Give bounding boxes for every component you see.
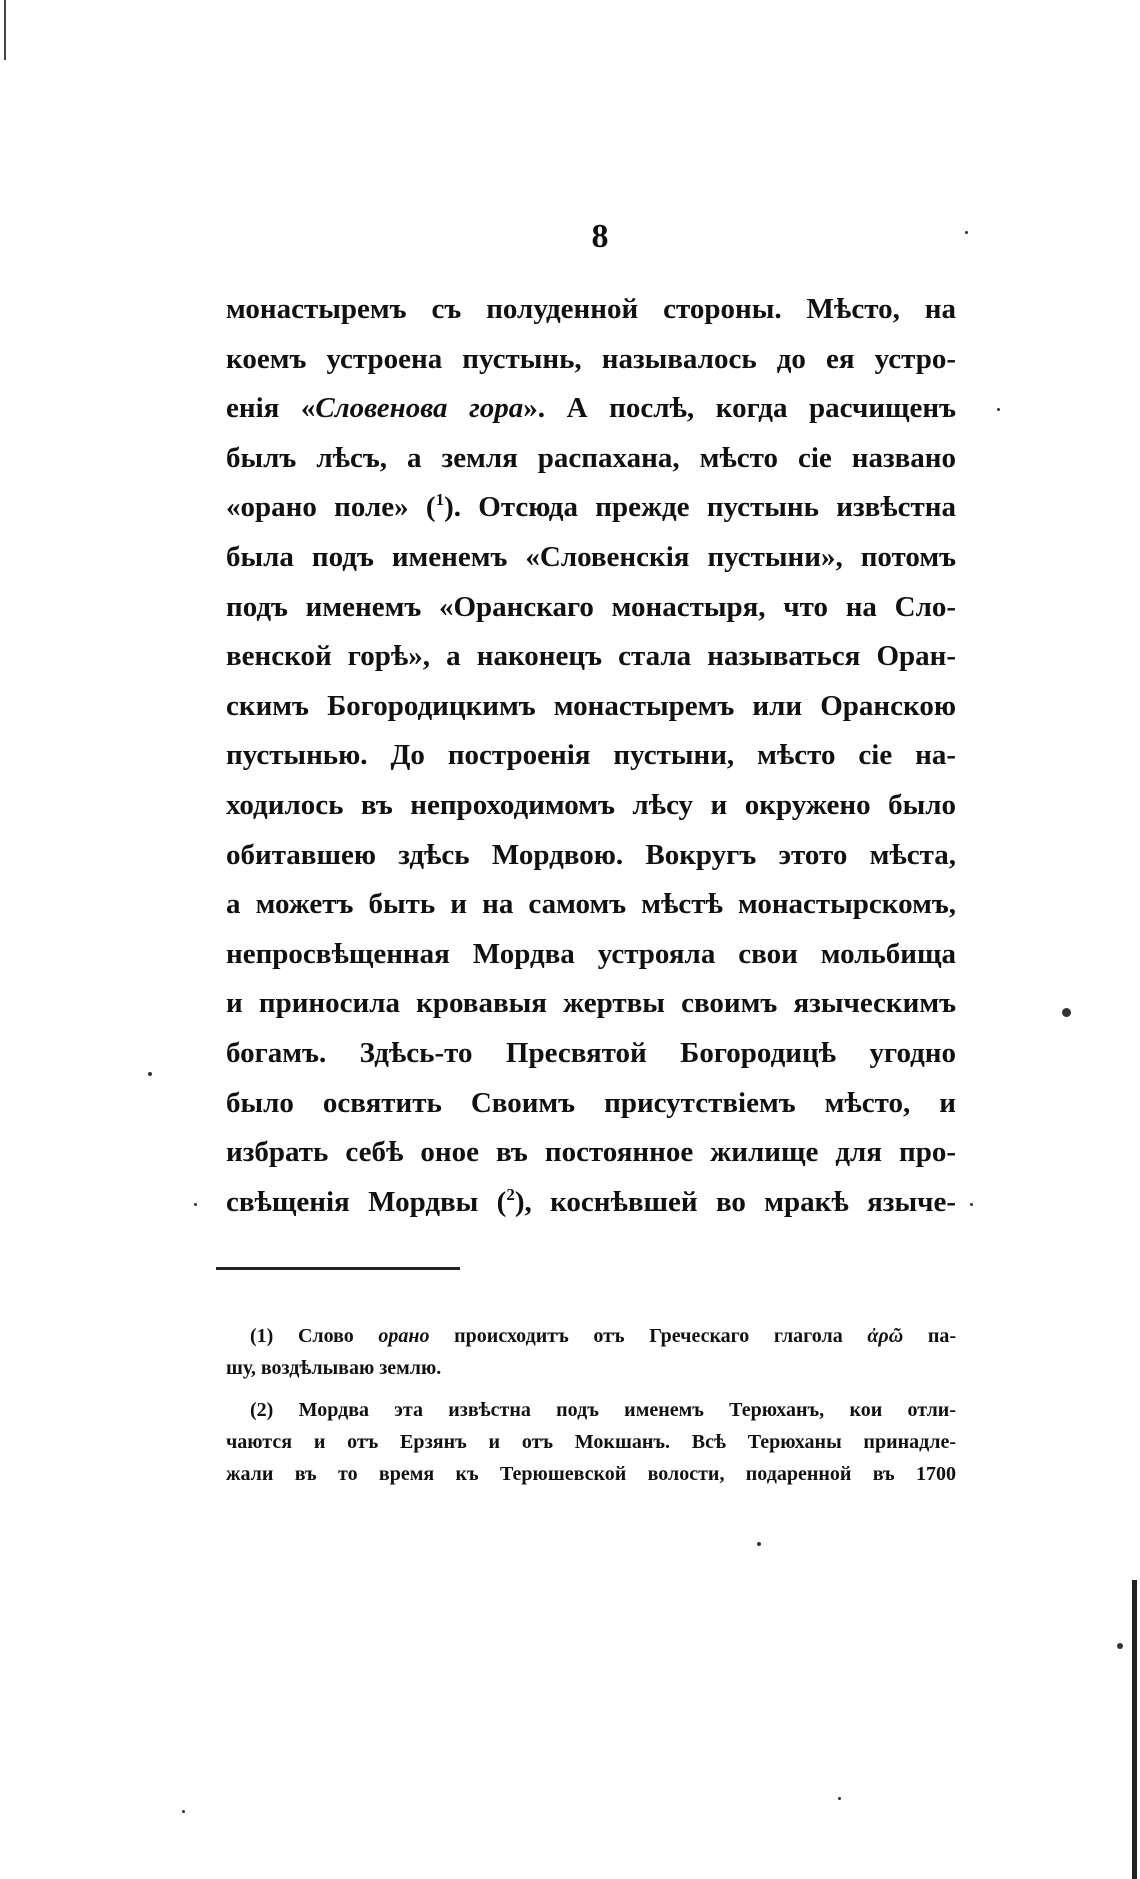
text-run: (2) Мордва эта извѣстна подъ именемъ Терюханъ, кои отли- — [250, 1399, 956, 1421]
text-run: ), коснѣвшей во мракѣ языче- — [514, 1185, 956, 1218]
italic-text: Словенова гора — [315, 392, 524, 425]
scan-speck — [997, 408, 1000, 411]
text-line — [226, 434, 956, 484]
footnote-gap — [226, 1384, 956, 1394]
page-edge-left — [4, 0, 6, 60]
footnote-line — [226, 1394, 956, 1426]
text-line — [226, 930, 956, 980]
text-run: па- — [903, 1325, 956, 1347]
text-line — [226, 335, 956, 385]
text-run: (1) Слово — [250, 1325, 379, 1347]
text-run: свѣщенія Мордвы ( — [226, 1185, 507, 1218]
footnote-line — [226, 1352, 956, 1384]
scan-speck — [838, 1797, 841, 1800]
body-text — [226, 285, 956, 1227]
text-run: и приносила кровавыя жертвы своимъ языческимъ — [226, 987, 956, 1020]
footnote-line — [226, 1426, 956, 1458]
scan-speck — [194, 1203, 197, 1206]
scan-speck — [182, 1810, 185, 1813]
italic-text: ἀρῶ — [867, 1325, 904, 1347]
text-line — [226, 285, 956, 335]
footnote-line — [226, 1458, 956, 1490]
footnote-reference: 2 — [506, 1184, 515, 1204]
page-number: 8 — [591, 218, 609, 255]
text-run: непросвѣщенная Мордва устрояла свои мольбища — [226, 937, 956, 970]
text-run: была подъ именемъ «Словенскія пустыни», потомъ — [226, 540, 956, 573]
footnote-line — [226, 1320, 956, 1352]
text-line — [226, 1178, 956, 1228]
text-line — [226, 682, 956, 732]
text-line — [226, 831, 956, 881]
text-run: былъ лѣсъ, а земля распахана, мѣсто сіе названо — [226, 441, 956, 474]
text-line — [226, 583, 956, 633]
text-run: происходитъ отъ Греческаго глагола — [429, 1325, 868, 1347]
text-line — [226, 533, 956, 583]
scan-speck — [1117, 1643, 1123, 1649]
text-run: жали въ то время къ Терюшевской волости, подаренной въ 1700 — [226, 1463, 956, 1485]
text-run: венской горѣ», а наконецъ стала называться Оран- — [226, 640, 956, 673]
scan-speck — [148, 1072, 152, 1076]
scan-speck — [970, 1203, 973, 1206]
text-run: енія « — [226, 392, 316, 425]
text-run: ). Отсюда прежде пустынь извѣстна — [444, 491, 956, 524]
text-run: коемъ устроена пустынь, называлось до ея устро- — [226, 342, 956, 375]
text-line — [226, 781, 956, 831]
text-run: ». А послѣ, когда расчищенъ — [523, 392, 957, 425]
footnote — [226, 1394, 956, 1490]
text-run: обитавшею здѣсь Мордвою. Вокругъ этото мѣста, — [226, 838, 956, 871]
text-run: чаются и отъ Ерзянъ и отъ Мокшанъ. Всѣ Терюханы принадле- — [226, 1431, 956, 1453]
text-run: избрать себѣ оное въ постоянное жилище для про- — [226, 1136, 956, 1169]
text-run: ходилось въ непроходимомъ лѣсу и окружено было — [226, 788, 956, 821]
text-line — [226, 880, 956, 930]
footnote — [226, 1320, 956, 1384]
scan-speck — [965, 231, 968, 234]
text-run: «орано поле» ( — [226, 491, 436, 524]
page-edge-right — [1132, 1580, 1137, 1879]
text-run: скимъ Богородицкимъ монастыремъ или Оранскою — [226, 689, 956, 722]
text-line — [226, 384, 956, 434]
text-run: богамъ. Здѣсь-то Пресвятой Богородицѣ угодно — [226, 1036, 956, 1069]
text-run: а можетъ быть и на самомъ мѣстѣ монастырскомъ, — [226, 888, 956, 921]
text-line — [226, 632, 956, 682]
footnote-reference: 1 — [435, 490, 445, 510]
text-line — [226, 731, 956, 781]
text-line — [226, 979, 956, 1029]
text-line — [226, 1029, 956, 1079]
text-line — [226, 1128, 956, 1178]
text-run: монастыремъ съ полуденной стороны. Мѣсто, на — [226, 293, 956, 325]
italic-text: орано — [378, 1325, 430, 1347]
text-line — [226, 483, 956, 533]
text-run: шу, воздѣлываю землю. — [226, 1357, 442, 1379]
text-run: было освятить Своимъ присутствіемъ мѣсто, и — [226, 1086, 956, 1119]
text-run: пустынью. До построенія пустыни, мѣсто сіе на- — [226, 739, 956, 772]
text-line — [226, 1079, 956, 1129]
scan-speck — [1062, 1008, 1071, 1017]
footnote-separator — [216, 1267, 460, 1270]
text-run: подъ именемъ «Оранскаго монастыря, что на Сло- — [226, 590, 956, 623]
footnotes — [226, 1320, 956, 1490]
scan-speck — [757, 1542, 761, 1546]
